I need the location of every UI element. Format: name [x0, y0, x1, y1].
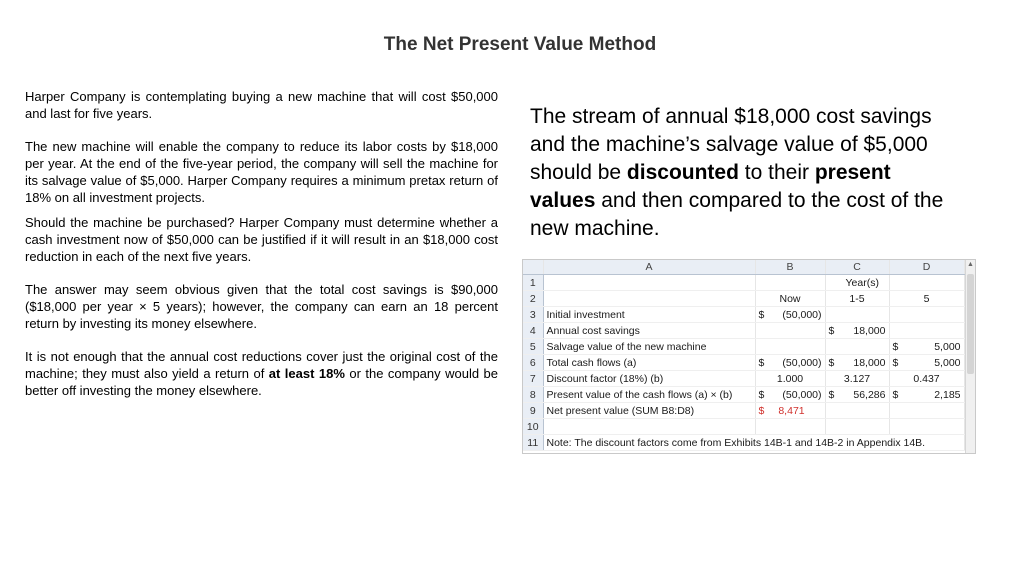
cell-b5 — [755, 339, 825, 355]
cell-year-header: Year(s) — [845, 275, 920, 291]
cell-d9 — [889, 403, 964, 419]
row-number: 11 — [523, 435, 543, 451]
row-number: 3 — [523, 307, 543, 323]
sheet-row — [523, 387, 964, 403]
cell-value: (50,000) — [782, 388, 822, 401]
paragraph-savings: The new machine will enable the company to reduce its labor costs by $18,000 per year. At the end of the five-year period, the company will sell the machine for its salvage value of $5,000. Harper Company requires a minimum pretax return of 18% on all investment projects. — [25, 139, 498, 205]
cell-label-discount-factor: Discount factor (18%) (b) — [543, 371, 755, 387]
cell-d4 — [889, 323, 964, 339]
currency-symbol: $ — [758, 308, 765, 321]
currency-symbol: $ — [828, 356, 835, 369]
right-callout-text — [530, 103, 960, 243]
return-text-bold: at least 18% — [268, 366, 345, 381]
paragraph-question: Should the machine be purchased? Harper Company must determine whether a cash investment now of $50,000 can be justified if it will result in an $18,000 cost reduction in each of the next five years. — [25, 215, 498, 264]
row-number: 4 — [523, 323, 543, 339]
cell-npv — [755, 403, 825, 419]
sheet-row — [523, 419, 964, 435]
row-number: 6 — [523, 355, 543, 371]
sheet-row — [523, 291, 964, 307]
currency-symbol: $ — [892, 388, 899, 401]
cell-total-5 — [889, 355, 964, 371]
spreadsheet-table — [523, 260, 965, 451]
cell-value: (50,000) — [782, 356, 822, 369]
slide-title: The Net Present Value Method — [383, 34, 657, 55]
cell-label-present-value: Present value of the cash flows (a) × (b) — [543, 387, 755, 403]
cell-b10 — [755, 419, 825, 435]
sheet-row — [523, 307, 964, 323]
cell-label-initial-investment: Initial investment — [543, 307, 755, 323]
cell-label-total-cash-flows: Total cash flows (a) — [543, 355, 755, 371]
sheet-vertical-scrollbar — [965, 260, 975, 453]
cell-d3 — [889, 307, 964, 323]
callout-bold-discounted: discounted — [626, 161, 739, 184]
left-text-column — [25, 88, 498, 415]
currency-symbol: $ — [758, 388, 765, 401]
cell-initial-investment — [755, 307, 825, 323]
cell-year-5: 5 — [889, 291, 964, 307]
return-text-a: It is not enough that the annual cost reductions cover just the original cost of the machine; they must also yield a return of — [25, 349, 498, 381]
scroll-thumb — [967, 274, 974, 374]
sheet-row — [523, 323, 964, 339]
currency-symbol: $ — [828, 324, 835, 337]
row-number: 7 — [523, 371, 543, 387]
currency-symbol: $ — [892, 340, 899, 353]
callout-part-2: to their — [738, 161, 815, 184]
cell-now: Now — [755, 291, 825, 307]
col-header-a: A — [543, 260, 755, 275]
cell-b4 — [755, 323, 825, 339]
cell-value: 2,185 — [934, 388, 961, 401]
cell-annual-savings — [825, 323, 889, 339]
cell-value: 18,000 — [853, 324, 886, 337]
cell-total-now — [755, 355, 825, 371]
cell-value: 56,286 — [853, 388, 886, 401]
sheet-row — [523, 275, 964, 291]
row-number: 2 — [523, 291, 543, 307]
sheet-corner — [523, 260, 543, 275]
cell-c10 — [825, 419, 889, 435]
paragraph-answer: The answer may seem obvious given that the total cost savings is $90,000 ($18,000 per year × 5 years); however, the company can earn an 18 percent return by investing its money elsewhere. — [25, 282, 498, 331]
callout-bold-present-values: present values — [530, 161, 891, 212]
cell-label-salvage: Salvage value of the new machine — [543, 339, 755, 355]
cell-note: Note: The discount factors come from Exhibits 14B-1 and 14B-2 in Appendix 14B. — [543, 435, 964, 451]
sheet-row — [523, 435, 964, 451]
cell-value: 5,000 — [934, 356, 961, 369]
cell-label-annual-savings: Annual cost savings — [543, 323, 755, 339]
col-header-b: B — [755, 260, 825, 275]
npv-value: 8,471 — [778, 404, 805, 417]
col-header-d: D — [889, 260, 964, 275]
sheet-row — [523, 355, 964, 371]
cell-d10 — [889, 419, 964, 435]
cell-pv-now — [755, 387, 825, 403]
cell-factor-1-5: 3.127 — [825, 371, 889, 387]
cell-a1 — [543, 275, 755, 291]
cell-a2 — [543, 291, 755, 307]
cell-c3 — [825, 307, 889, 323]
row-number: 5 — [523, 339, 543, 355]
cell-factor-5: 0.437 — [889, 371, 964, 387]
column-header-row — [523, 260, 964, 275]
cell-salvage — [889, 339, 964, 355]
col-header-c: C — [825, 260, 889, 275]
return-text-b: or the company would be better off investing the money elsewhere. — [25, 366, 498, 398]
callout-part-3: and then compared to the cost of the new machine. — [530, 189, 944, 240]
sheet-row — [523, 403, 964, 419]
cell-b1 — [755, 275, 825, 291]
currency-symbol: $ — [758, 404, 765, 417]
cell-total-1-5 — [825, 355, 889, 371]
row-number: 1 — [523, 275, 543, 291]
currency-symbol: $ — [828, 388, 835, 401]
row-number: 9 — [523, 403, 543, 419]
spreadsheet-image — [522, 259, 976, 454]
sheet-row — [523, 339, 964, 355]
paragraph-intro: Harper Company is contemplating buying a new machine that will cost $50,000 and last for five years. — [25, 89, 498, 121]
cell-c5 — [825, 339, 889, 355]
cell-years-1-5: 1-5 — [825, 291, 889, 307]
callout-part-1: The stream of annual $18,000 cost savings and the machine’s salvage value of $5,000 should be — [530, 105, 932, 184]
cell-a10 — [543, 419, 755, 435]
cell-value: 18,000 — [853, 356, 886, 369]
currency-symbol: $ — [892, 356, 899, 369]
cell-factor-now: 1.000 — [755, 371, 825, 387]
cell-pv-5 — [889, 387, 964, 403]
cell-c9 — [825, 403, 889, 419]
cell-label-npv: Net present value (SUM B8:D8) — [543, 403, 755, 419]
currency-symbol: $ — [758, 356, 765, 369]
row-number: 10 — [523, 419, 543, 435]
scroll-up-arrow-icon: ▲ — [967, 261, 974, 268]
cell-pv-1-5 — [825, 387, 889, 403]
paragraph-return — [25, 348, 498, 399]
row-number: 8 — [523, 387, 543, 403]
sheet-row — [523, 371, 964, 387]
cell-value: (50,000) — [782, 308, 822, 321]
cell-value: 5,000 — [934, 340, 961, 353]
